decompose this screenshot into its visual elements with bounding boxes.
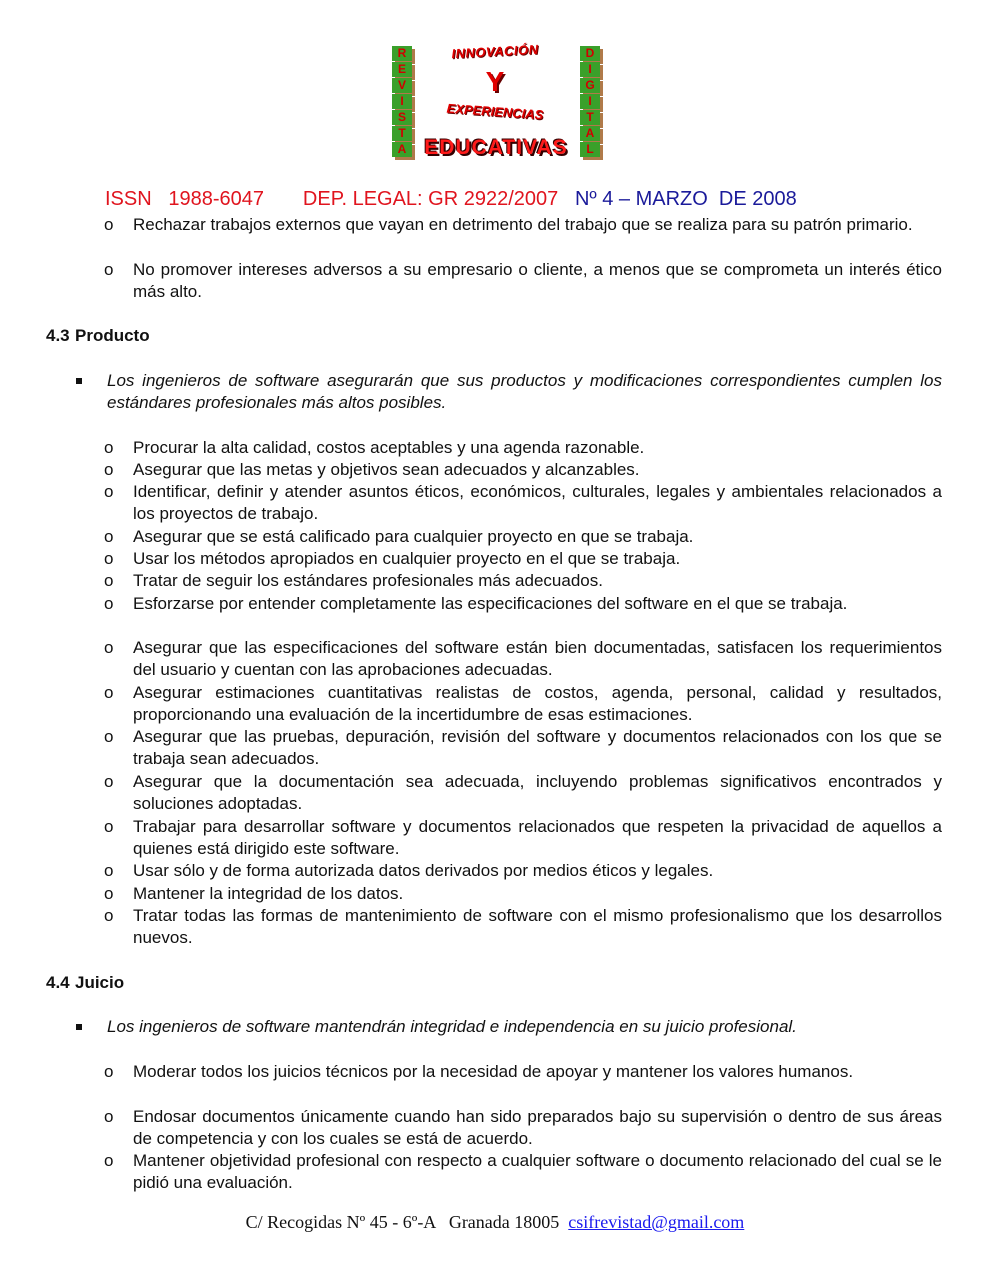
bullet-icon: o bbox=[104, 460, 114, 479]
logo-letter: I bbox=[580, 62, 600, 77]
list-item: Asegurar que la documentación sea adecuada, incluyendo problemas significativos encontrados y soluciones adoptadas. bbox=[133, 772, 942, 814]
logo-letter: I bbox=[580, 94, 600, 109]
list-item: Asegurar que se está calificado para cualquier proyecto en que se trabaja. bbox=[133, 527, 694, 546]
page-footer bbox=[0, 1212, 990, 1233]
logo-letter: L bbox=[580, 142, 600, 157]
section-number: 4.3 bbox=[46, 326, 70, 345]
list-item: Mantener la integridad de los datos. bbox=[133, 884, 404, 903]
bullet-icon: o bbox=[104, 817, 114, 836]
square-bullet-icon bbox=[76, 378, 82, 384]
logo-letter: A bbox=[392, 142, 412, 157]
bullet-icon: o bbox=[104, 906, 114, 925]
bullet-icon: o bbox=[104, 549, 114, 568]
logo-letter: R bbox=[392, 46, 412, 61]
issue-number: Nº 4 – MARZO DE 2008 bbox=[574, 188, 797, 210]
logo-letter: T bbox=[392, 126, 412, 141]
bullet-icon: o bbox=[104, 215, 114, 234]
list-item: Usar los métodos apropiados en cualquier proyecto en el que se trabaja. bbox=[133, 549, 681, 568]
list-item: Moderar todos los juicios técnicos por la necesidad de apoyar y mantener los valores humanos. bbox=[133, 1062, 854, 1081]
list-item: Identificar, definir y atender asuntos éticos, económicos, culturales, legales y ambientales relacionados a los proyectos de trabajo. bbox=[133, 482, 942, 524]
bullet-icon: o bbox=[104, 438, 114, 457]
bullet-icon: o bbox=[104, 594, 114, 613]
bullet-icon: o bbox=[104, 571, 114, 590]
list-item: Asegurar que las pruebas, depuración, revisión del software y documentos relacionados con los que se trabaja sean adecuados. bbox=[133, 727, 942, 769]
bullet-icon: o bbox=[104, 1062, 114, 1081]
list-item: Procurar la alta calidad, costos aceptables y una agenda razonable. bbox=[133, 438, 645, 457]
logo-letter: G bbox=[580, 78, 600, 93]
logo-innovacion: INNOVACIÓN bbox=[451, 41, 539, 62]
footer-address: C/ Recogidas Nº 45 - 6º-A Granada 18005 bbox=[245, 1212, 569, 1232]
section-lead: Los ingenieros de software mantendrán integridad e independencia en su juicio profesional. bbox=[107, 1017, 797, 1036]
list-item: Esforzarse por entender completamente las especificaciones del software en el que se trabaja. bbox=[133, 594, 848, 613]
list-item: Endosar documentos únicamente cuando han sido preparados bajo su supervisión o dentro de sus áreas de competencia y con los cuales se está de acuerdo. bbox=[133, 1107, 942, 1149]
bullet-icon: o bbox=[104, 884, 114, 903]
section-lead: Los ingenieros de software asegurarán que sus productos y modificaciones correspondientes cumplen los estándares profesionales más altos posibles. bbox=[107, 371, 942, 413]
bullet-icon: o bbox=[104, 1151, 114, 1170]
logo-letter: D bbox=[580, 46, 600, 61]
logo-letter: A bbox=[580, 126, 600, 141]
bullet-icon: o bbox=[104, 260, 114, 279]
section-title: Juicio bbox=[75, 973, 125, 992]
list-item: Rechazar trabajos externos que vayan en detrimento del trabajo que se realiza para su patrón primario. bbox=[133, 215, 913, 234]
bullet-icon: o bbox=[104, 1107, 114, 1126]
list-item: Asegurar estimaciones cuantitativas realistas de costos, agenda, personal, calidad y resultados, proporcionando una evaluación de la incertidumbre de esas estimaciones. bbox=[133, 683, 942, 725]
list-item: No promover intereses adversos a su empresario o cliente, a menos que se comprometa un interés ético más alto. bbox=[133, 260, 942, 302]
section-heading-producto bbox=[46, 326, 150, 346]
bullet-icon: o bbox=[104, 772, 114, 791]
bullet-icon: o bbox=[104, 482, 114, 501]
footer-email-link[interactable]: csifrevistad@gmail.com bbox=[568, 1212, 745, 1232]
logo-letter: I bbox=[392, 94, 412, 109]
magazine-logo bbox=[386, 42, 606, 166]
list-item: Asegurar que las especificaciones del software están bien documentadas, satisfacen los requerimientos del usuario y cuentan con las aprobaciones adecuadas. bbox=[133, 638, 942, 680]
logo-y: Y bbox=[485, 66, 505, 97]
logo-educativas: EDUCATIVAS bbox=[424, 136, 568, 159]
logo-letter: S bbox=[392, 110, 412, 125]
section-heading-juicio bbox=[46, 973, 124, 993]
issn: ISSN 1988-6047 bbox=[105, 188, 264, 210]
logo-experiencias: EXPERIENCIAS bbox=[446, 100, 544, 123]
logo-letter: T bbox=[580, 110, 600, 125]
bullet-icon: o bbox=[104, 527, 114, 546]
list-item: Trabajar para desarrollar software y documentos relacionados que respeten la privacidad de aquellos a quienes está dirigido este software. bbox=[133, 817, 942, 859]
section-title: Producto bbox=[75, 326, 150, 345]
list-item: Usar sólo y de forma autorizada datos derivados por medios éticos y legales. bbox=[133, 861, 714, 880]
bullet-icon: o bbox=[104, 683, 114, 702]
list-item: Tratar de seguir los estándares profesionales más adecuados. bbox=[133, 571, 603, 590]
list-item: Tratar todas las formas de mantenimiento de software con el mismo profesionalismo que los desarrollos nuevos. bbox=[133, 906, 942, 948]
list-item: Mantener objetividad profesional con respecto a cualquier software o documento relacionado del cual se le pidió una evaluación. bbox=[133, 1151, 942, 1193]
section-number: 4.4 bbox=[46, 973, 70, 992]
logo-letter: V bbox=[392, 78, 412, 93]
bullet-icon: o bbox=[104, 861, 114, 880]
square-bullet-icon bbox=[76, 1024, 82, 1030]
list-item: Asegurar que las metas y objetivos sean adecuados y alcanzables. bbox=[133, 460, 640, 479]
issn-header bbox=[105, 188, 797, 211]
bullet-icon: o bbox=[104, 727, 114, 746]
bullet-icon: o bbox=[104, 638, 114, 657]
logo-letter: E bbox=[392, 62, 412, 77]
dep-legal: DEP. LEGAL: GR 2922/2007 bbox=[302, 188, 559, 210]
